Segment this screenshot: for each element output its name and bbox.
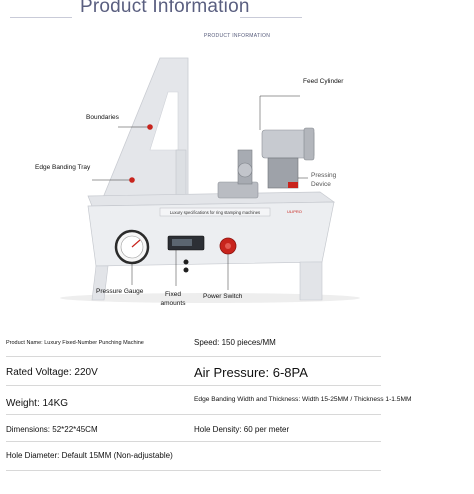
spec-divider-2 <box>6 385 381 386</box>
spec-speed: Speed: 150 pieces/MM <box>194 338 276 347</box>
spec-product-name: Product Name: Luxury Fixed-Number Punching Machine <box>6 340 144 346</box>
slide-block <box>218 182 258 198</box>
callout-fixed-amounts: Fixed amounts <box>160 291 186 307</box>
callout-boundaries: Boundaries <box>86 114 119 121</box>
spec-edge-banding: Edge Banding Width and Thickness: Width 15-25MM / Thickness 1-1.5MM <box>194 396 412 403</box>
counter-display <box>172 239 192 246</box>
callout-edge-banding-tray: Edge Banding Tray <box>35 164 91 171</box>
spec-divider-4 <box>6 441 381 442</box>
spec-rated-voltage: Rated Voltage: 220V <box>6 367 98 378</box>
spec-weight: Weight: 14KG <box>6 398 69 409</box>
spec-dimensions: Dimensions: 52*22*45CM <box>6 425 98 434</box>
callout-pressure-gauge: Pressure Gauge <box>96 288 144 295</box>
page-subtitle: PRODUCT INFORMATION <box>203 33 271 39</box>
spec-plate-text: Luxury specifications for ring stamping machines <box>169 210 261 215</box>
power-switch-center <box>225 243 231 249</box>
counter-knob-1 <box>184 260 189 265</box>
page-title: Product Information <box>80 0 250 17</box>
spec-air-pressure: Air Pressure: 6-8PA <box>194 365 308 380</box>
brand-mark: ULIPRO <box>287 209 302 214</box>
spec-hole-diameter: Hole Diameter: Default 15MM (Non-adjustable) <box>6 451 173 460</box>
spec-divider-5 <box>6 470 381 471</box>
title-rule-right <box>240 17 302 18</box>
pressing-device-red-mark <box>288 182 298 188</box>
boundaries-dot <box>147 124 153 130</box>
feed-cylinder-cap <box>304 128 314 160</box>
right-leg <box>300 262 322 300</box>
punch-knob <box>238 163 252 177</box>
edge-tray-dot <box>129 177 135 183</box>
spec-divider-3 <box>6 414 381 415</box>
counter-knob-2 <box>184 268 189 273</box>
machine-illustration <box>0 45 474 315</box>
spec-hole-density: Hole Density: 60 per meter <box>194 425 290 434</box>
callout-power-switch: Power Switch <box>203 293 243 300</box>
title-rule-left <box>10 17 72 18</box>
spec-divider-1 <box>6 356 381 357</box>
callout-feed-cylinder: Feed Cylinder <box>303 78 344 85</box>
callout-pressing-device: Pressing Device <box>311 172 337 188</box>
